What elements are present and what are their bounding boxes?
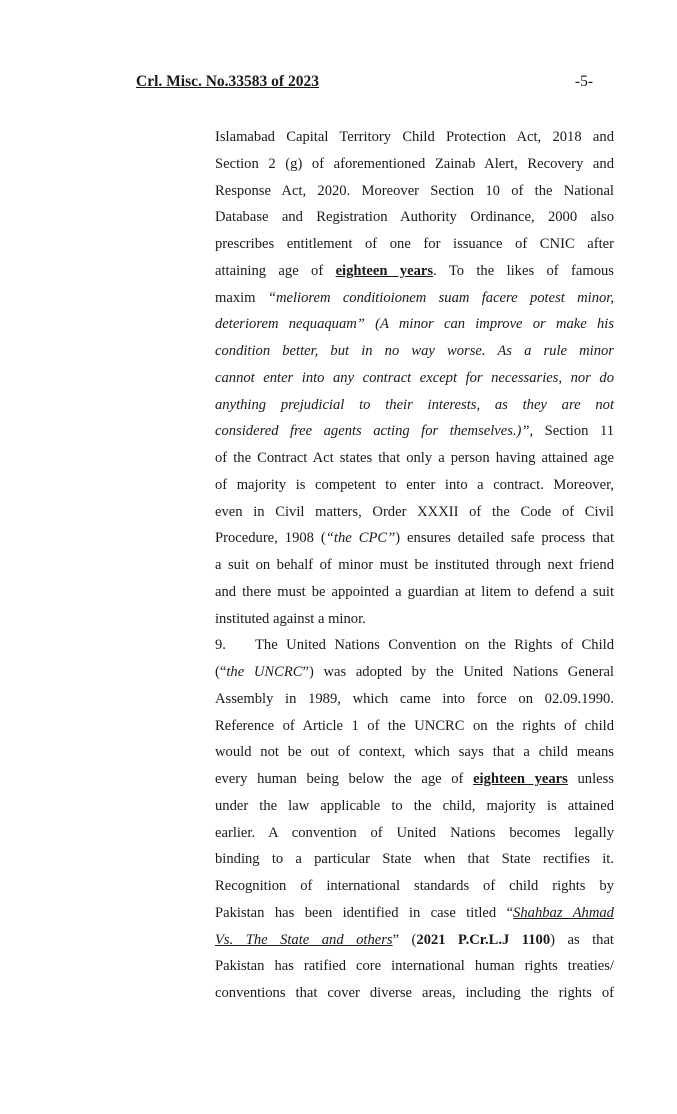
paragraph-number: 9. xyxy=(215,637,226,654)
text-line: Recognition of international standards of child rights by xyxy=(215,878,614,894)
text-line: conventions that cover diverse areas, including the rights of xyxy=(215,985,614,1001)
judgment-body xyxy=(215,124,614,1007)
text-line: attaining age of eighteen years. To the likes of famous xyxy=(215,262,614,279)
text-line: Pakistan has ratified core international human rights treaties/ xyxy=(215,958,614,975)
text-line: Islamabad Capital Territory Child Protection Act, 2018 and xyxy=(215,129,614,145)
text-line: instituted against a minor. xyxy=(215,610,366,627)
emphasis-eighteen-years: eighteen years xyxy=(335,262,434,279)
text-line: Assembly in 1989, which came into force on 02.09.1990. xyxy=(215,690,614,707)
page-number: -5- xyxy=(574,73,593,90)
text-line: would not be out of context, which says that a child means xyxy=(215,744,614,761)
case-name: Shahbaz Ahmad xyxy=(513,904,614,921)
text-line: Procedure, 1908 (“the CPC”) ensures detailed safe process that xyxy=(215,530,615,547)
text-line: deteriorem nequaquam” (A minor can improve or make his xyxy=(215,316,614,333)
text-line: cannot enter into any contract except for necessaries, nor do xyxy=(215,369,614,386)
case-name: Vs. The State and others xyxy=(215,931,393,948)
emphasis-eighteen-years: eighteen years xyxy=(473,771,568,787)
text-line: even in Civil matters, Order XXXII of the Code of Civil xyxy=(215,503,614,520)
text-line: of the Contract Act states that only a person having attained age xyxy=(215,450,614,466)
text-line: prescribes entitlement of one for issuance of CNIC after xyxy=(215,236,614,252)
text-line: Vs. The State and others” (2021 P.Cr.L.J 1100) as that xyxy=(215,931,614,948)
text-line: (“the UNCRC”) was adopted by the United Nations General xyxy=(215,664,614,680)
text-line: considered free agents acting for themselves.)”, Section 11 xyxy=(215,423,614,440)
text-line: a suit on behalf of minor must be instituted through next friend xyxy=(215,557,614,573)
text-line: Database and Registration Authority Ordinance, 2000 also xyxy=(215,209,614,226)
text-line: every human being below the age of eighteen years unless xyxy=(215,771,614,787)
text-line: Pakistan has been identified in case titled “Shahbaz Ahmad xyxy=(215,904,614,921)
paragraph-9-start: 9. The United Nations Convention on the Rights of Child xyxy=(215,632,614,659)
page-header xyxy=(136,73,593,95)
text-line: Reference of Article 1 of the UNCRC on the rights of child xyxy=(215,717,614,734)
text-line: maxim “meliorem conditioionem suam facere potest minor, xyxy=(215,289,615,306)
case-title: Crl. Misc. No.33583 of 2023 xyxy=(136,73,319,90)
text-line: Response Act, 2020. Moreover Section 10 of the National xyxy=(215,182,614,199)
text-line: Section 2 (g) of aforementioned Zainab Alert, Recovery and xyxy=(215,155,614,172)
latin-maxim: “meliorem conditioionem suam facere potest minor, xyxy=(267,289,615,306)
text-line: earlier. A convention of United Nations becomes legally xyxy=(215,824,614,841)
text-line: of majority is competent to enter into a contract. Moreover, xyxy=(215,476,614,493)
text-line: under the law applicable to the child, majority is attained xyxy=(215,797,614,814)
defined-term-cpc: “the CPC” xyxy=(325,530,396,547)
text-line: condition better, but in no way worse. As a rule minor xyxy=(215,343,614,359)
text-line: and there must be appointed a guardian at litem to defend a suit xyxy=(215,583,614,600)
text-line: binding to a particular State when that State rectifies it. xyxy=(215,851,614,868)
text-line: anything prejudicial to their interests, as they are not xyxy=(215,396,614,413)
case-citation: 2021 P.Cr.L.J 1100 xyxy=(416,931,551,948)
defined-term-uncrc: the UNCRC xyxy=(226,664,303,680)
